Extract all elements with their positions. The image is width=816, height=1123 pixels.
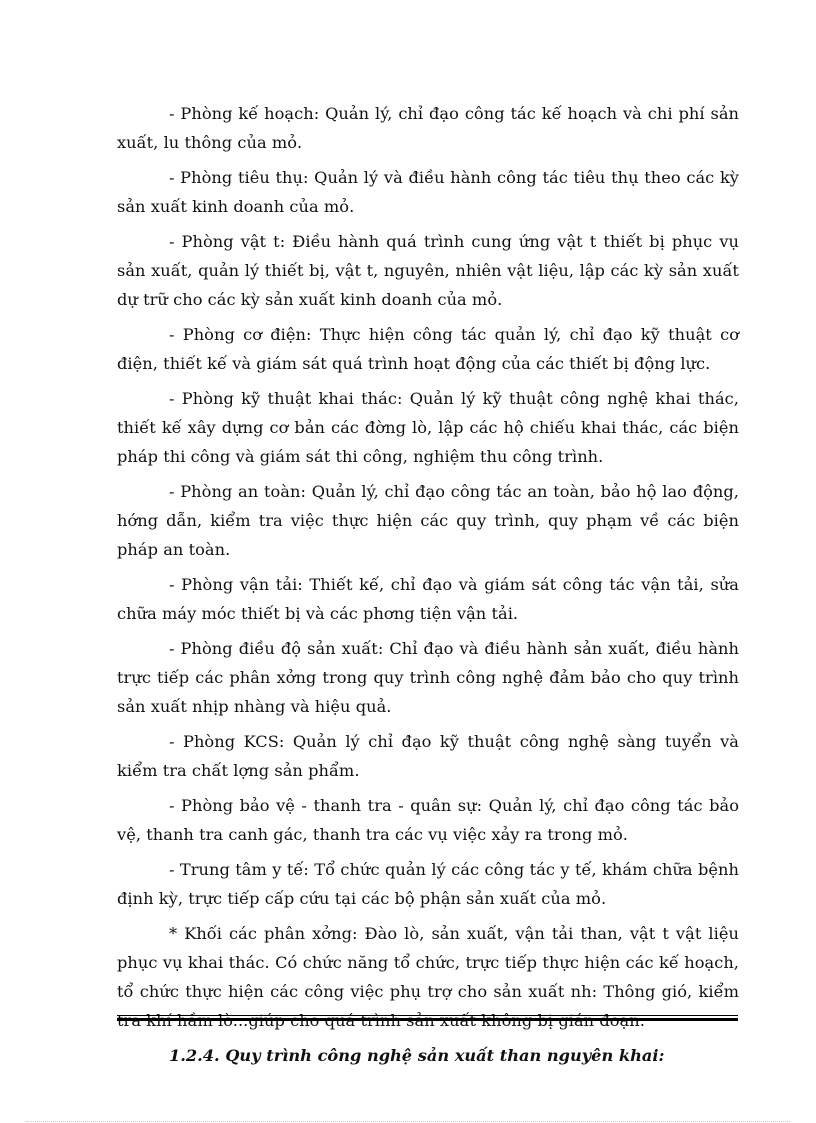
paragraph-phong-bao-ve: - Phòng bảo vệ - thanh tra - quân sự: Quản lý, chỉ đạo công tác bảo vệ, thanh tra canh gác, thanh tra các vụ việc xảy ra trong mỏ. (117, 796, 739, 844)
paragraph-phong-ky-thuat-khai-thac: - Phòng kỹ thuật khai thác: Quản lý kỹ thuật công nghệ khai thác, thiết kế xây dựng cơ bản các đờng lò, lập các hộ chiếu khai thác, các biện pháp thi công và giám sát thi công, nghiệm thu công trình. (117, 389, 739, 466)
paragraph-phong-van-tai: - Phòng vận tải: Thiết kế, chỉ đạo và giám sát công tác vận tải, sửa chữa máy móc thiết bị và các phơng tiện vận tải. (117, 575, 739, 623)
paragraph-phong-tieu-thu: - Phòng tiêu thụ: Quản lý và điều hành công tác tiêu thụ theo các kỳ sản xuất kinh doanh của mỏ. (117, 168, 739, 216)
paragraph-khoi-phan-xuong: * Khối các phân xởng: Đào lò, sản xuất, vận tải than, vật t vật liệu phục vụ khai thác. Có chức năng tổ chức, trực tiếp thực hiện các kế hoạch, tổ chức thực hiện các công việc phụ trợ cho sản xuất nh: Thông gió, kiểm (117, 924, 739, 1001)
footer-rule-thin-line (117, 1015, 738, 1016)
paragraph-phong-an-toan: - Phòng an toàn: Quản lý, chỉ đạo công tác an toàn, bảo hộ lao động, hớng dẫn, kiểm tra việc thực hiện các quy trình, quy phạm về các biện pháp an toàn. (117, 482, 739, 559)
section-heading: 1.2.4. Quy trình công nghệ sản xuất than nguyên khai: (169, 1046, 665, 1065)
paragraph-phong-ke-hoach: - Phòng kế hoạch: Quản lý, chỉ đạo công tác kế hoạch và chi phí sản xuất, lu thông của mỏ. (117, 104, 739, 152)
page-bottom-dotted-border (26, 1121, 790, 1122)
paragraph-trung-tam-y-te: - Trung tâm y tế: Tổ chức quản lý các công tác y tế, khám chữa bệnh định kỳ, trực tiếp cấp cứu tại các bộ phận sản xuất của mỏ. (117, 860, 739, 908)
footer-double-rule (117, 1015, 738, 1022)
paragraph-phong-kcs: - Phòng KCS: Quản lý chỉ đạo kỹ thuật công nghệ sàng tuyển và kiểm tra chất lợng sản phẩm. (117, 732, 739, 780)
paragraph-phong-vat-tu: - Phòng vật t: Điều hành quá trình cung ứng vật t thiết bị phục vụ sản xuất, quản lý thiết bị, vật t, nguyên, nhiên vật liệu, lập các kỳ sản xuất dự trữ cho các kỳ sản xuất kinh doanh của mỏ. (117, 232, 739, 309)
footer-rule-thick-line (117, 1018, 738, 1021)
paragraph-phong-co-dien: - Phòng cơ điện: Thực hiện công tác quản lý, chỉ đạo kỹ thuật cơ điện, thiết kế và giám sát quá trình hoạt động của các thiết bị động lực. (117, 325, 739, 373)
document-body (117, 99, 739, 1070)
paragraph-phong-dieu-do: - Phòng điều độ sản xuất: Chỉ đạo và điều hành sản xuất, điều hành trực tiếp các phân xởng trong quy trình công nghệ đảm bảo cho quy trình sản xuất nhịp nhàng và hiệu quả. (117, 639, 739, 716)
